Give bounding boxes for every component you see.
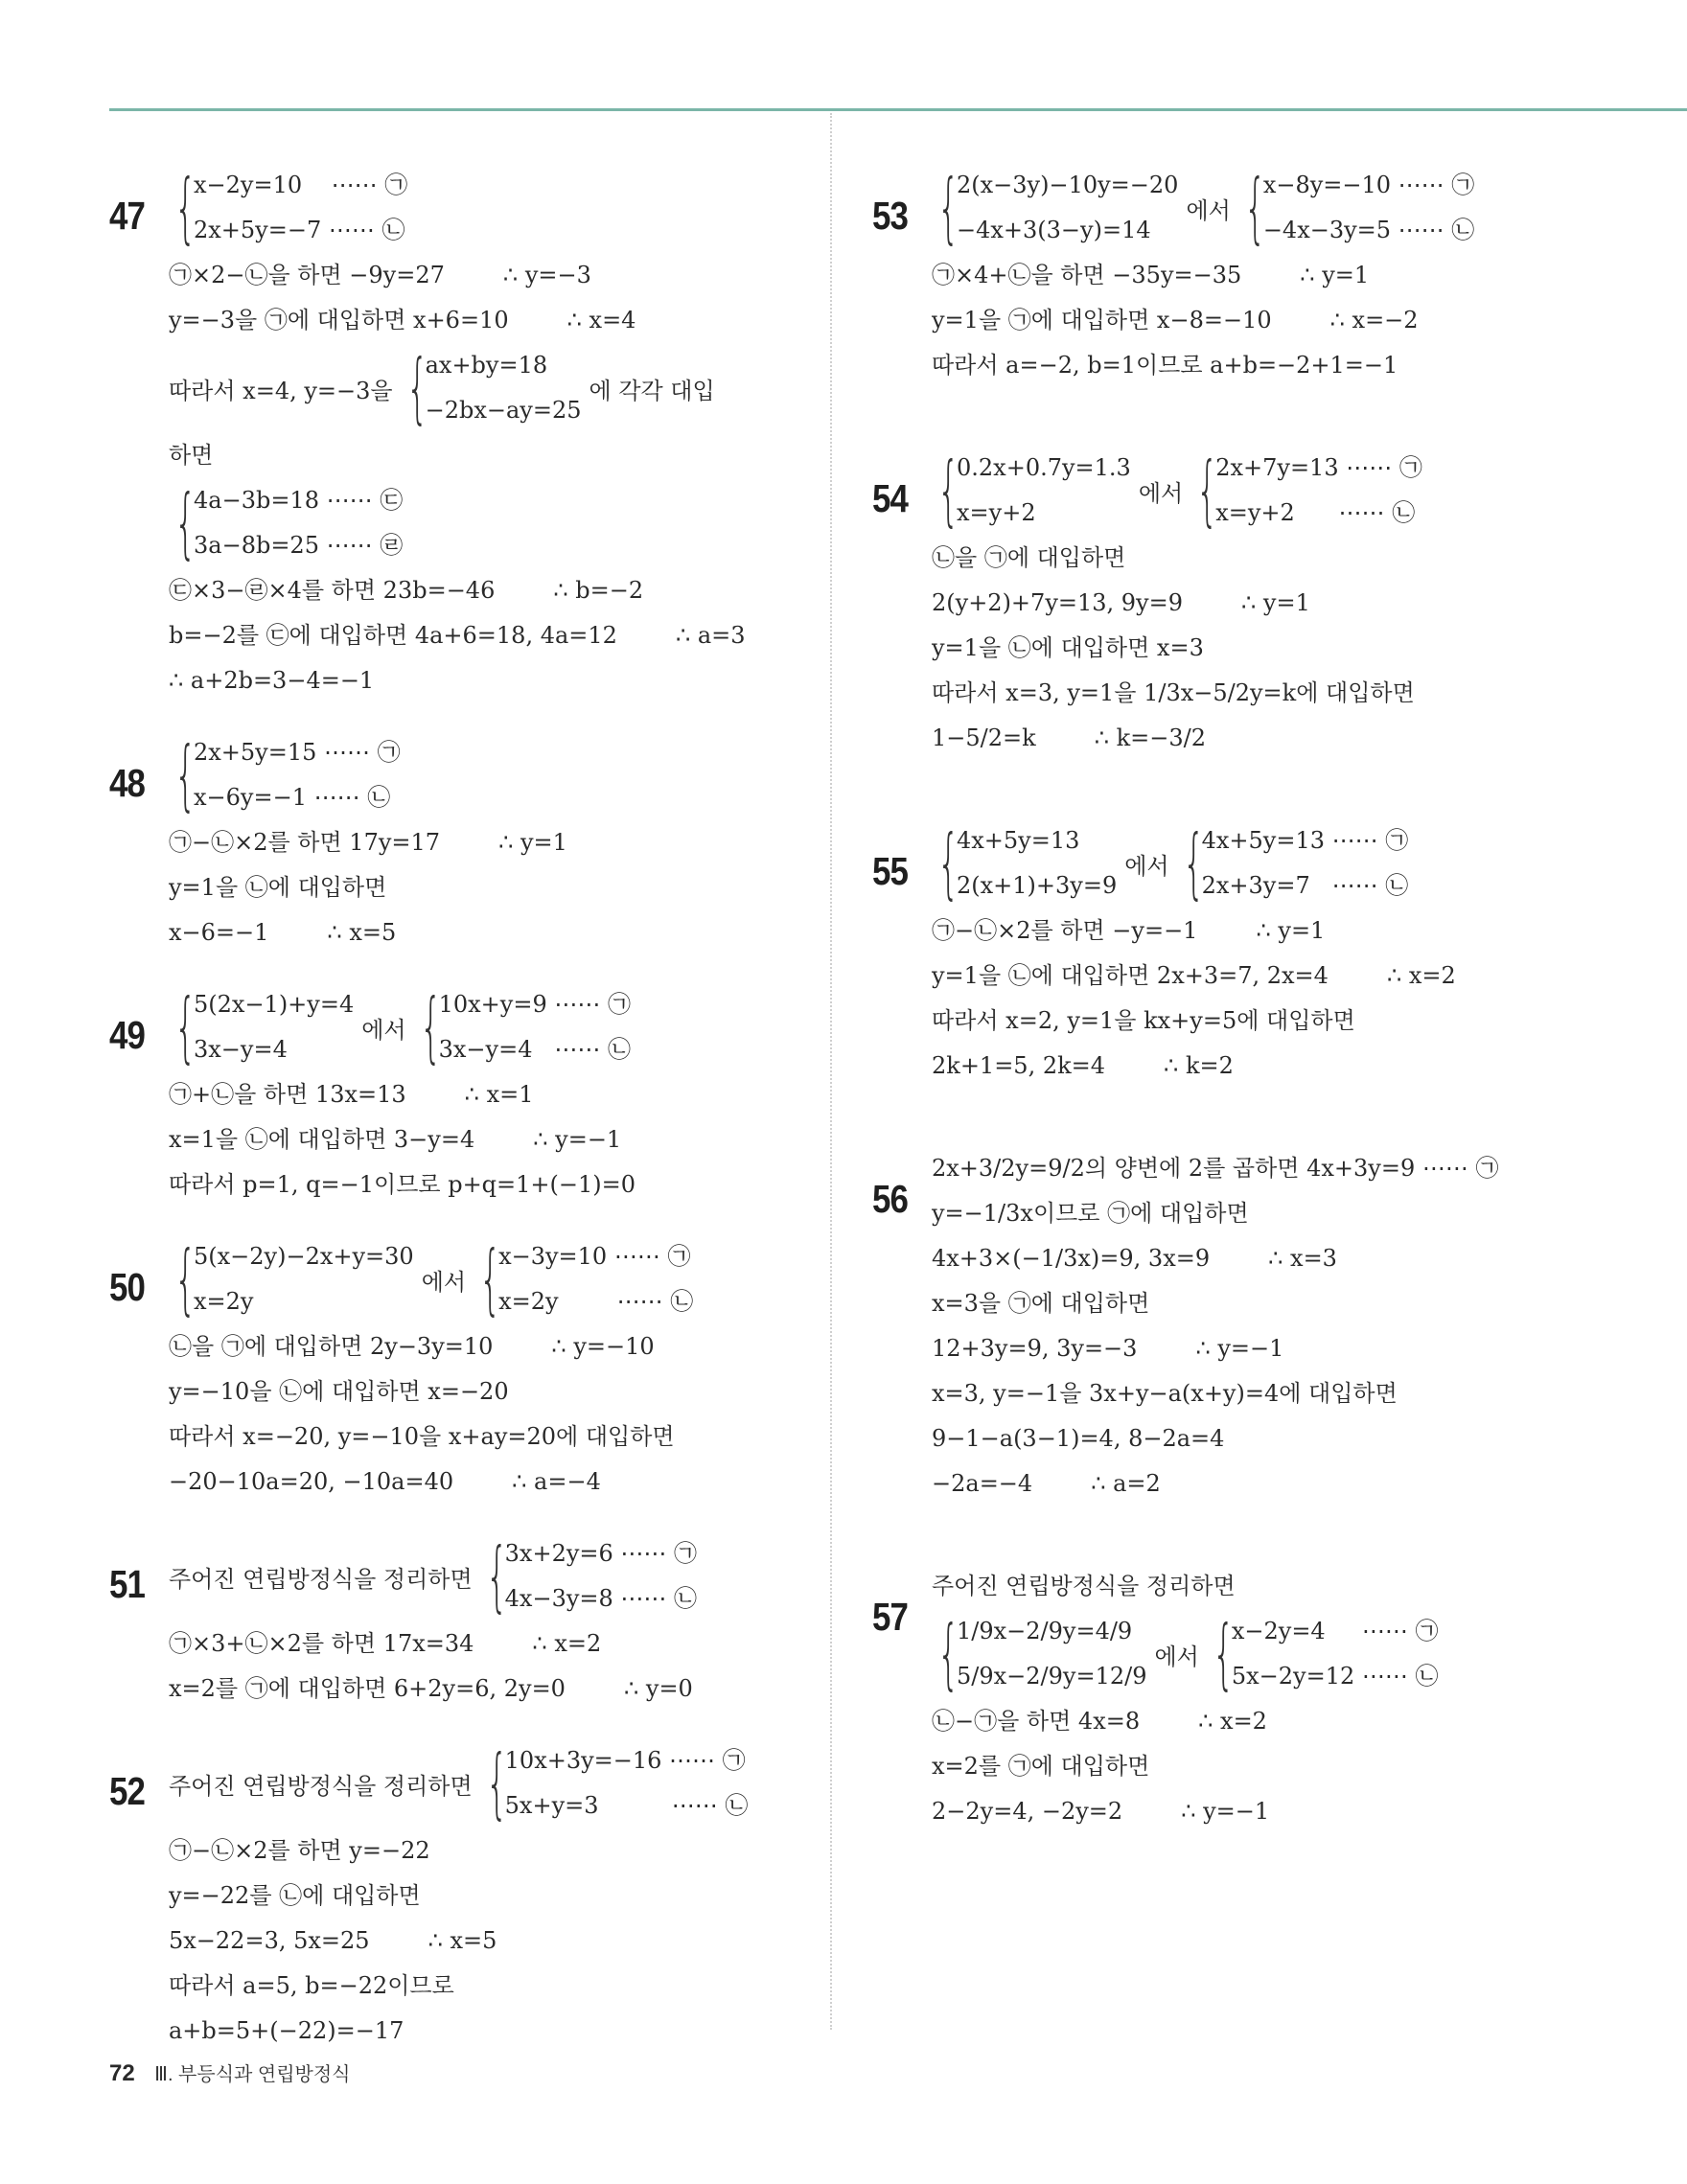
solution-line: y=1을 ㉡에 대입하면 [169, 874, 387, 901]
equation-system [1177, 818, 1409, 908]
solution-53 [872, 163, 1658, 388]
solution-line: 따라서 x=−20, y=−10을 x+ay=20에 대입하면 [169, 1423, 675, 1450]
equation: 2(x+1)+3y=9 [957, 872, 1118, 899]
equation-system [169, 730, 401, 820]
equation-system [474, 1234, 693, 1324]
solution-57 [872, 1564, 1658, 1834]
system-row [169, 982, 799, 1072]
solution-line: ㉠×2−㉡을 하면 −9y=27 ∴ y=−3 [169, 262, 591, 288]
connector-text: 에서 [1186, 196, 1231, 224]
trail-text: 에 각각 대입 [589, 377, 715, 404]
equation: 2(x−3y)−10y=−20 [957, 172, 1179, 198]
solution-line: 4x+3×(−1/3x)=9, 3x=9 ∴ x=3 [932, 1245, 1337, 1272]
solution-56 [872, 1146, 1658, 1506]
equation-system [932, 163, 1178, 253]
solution-line: x=3을 ㉠에 대입하면 [932, 1290, 1150, 1317]
connector-text: 에서 [1138, 479, 1184, 507]
solution-line: y=1을 ㉠에 대입하면 x−8=−10 ∴ x=−2 [932, 307, 1419, 333]
equation-system [401, 343, 582, 433]
brace-icon: { [174, 982, 196, 1071]
system-row [169, 730, 799, 820]
problem-number: 47 [109, 194, 146, 238]
problem-number: 55 [872, 849, 909, 893]
brace-icon: { [1243, 163, 1266, 252]
solution-line: 2x+3/2y=9/2의 양변에 2를 곱하면 4x+3y=9 ⋯⋯ ㉠ [932, 1155, 1499, 1182]
equation: −4x+3(3−y)=14 [957, 217, 1151, 243]
solution-line: y=−22를 ㉡에 대입하면 [169, 1882, 421, 1909]
solution-line: 12+3y=9, 3y=−3 ∴ y=−1 [932, 1335, 1284, 1362]
connector-text: 에서 [361, 1016, 406, 1044]
equation: 2x+3y=7 ⋯⋯ ㉡ [1201, 872, 1409, 899]
equation: x−2y=4 ⋯⋯ ㉠ [1231, 1618, 1439, 1644]
solution-55 [872, 818, 1658, 1089]
equation: 10x+3y=−16 ⋯⋯ ㉠ [504, 1747, 746, 1774]
equation: 5x−2y=12 ⋯⋯ ㉡ [1231, 1663, 1439, 1690]
solution-line: ㉠−㉡×2를 하면 −y=−1 ∴ y=1 [932, 917, 1326, 944]
equation: x−6y=−1 ⋯⋯ ㉡ [194, 784, 391, 811]
brace-icon: { [937, 818, 959, 908]
brace-icon: { [1212, 1609, 1235, 1698]
solution-line: ㉠×4+㉡을 하면 −35y=−35 ∴ y=1 [932, 262, 1370, 288]
top-rule [109, 108, 1687, 111]
equation: 5(x−2y)−2x+y=30 [194, 1243, 414, 1270]
solution-49 [109, 982, 799, 1207]
equation: 4x+5y=13 [957, 827, 1080, 854]
solution-line: x=3, y=−1을 3x+y−a(x+y)=4에 대입하면 [932, 1380, 1398, 1407]
brace-icon: { [419, 982, 442, 1071]
equation-system [480, 1531, 697, 1621]
solution-line: ㉡을 ㉠에 대입하면 [932, 544, 1126, 571]
solution-line: a+b=5+(−22)=−17 [169, 2017, 404, 2044]
solution-line: y=−1/3x이므로 ㉠에 대입하면 [932, 1200, 1249, 1227]
equation-system [932, 818, 1117, 908]
equation: 3a−8b=25 ⋯⋯ ㉣ [194, 532, 404, 559]
equation: x=2y ⋯⋯ ㉡ [498, 1288, 694, 1315]
system-row [169, 163, 799, 253]
equation: 3x+2y=6 ⋯⋯ ㉠ [504, 1540, 698, 1567]
solution-50 [109, 1234, 799, 1505]
equation: 4x−3y=8 ⋯⋯ ㉡ [504, 1585, 698, 1612]
equation: 2x+5y=−7 ⋯⋯ ㉡ [194, 217, 405, 243]
equation: x=y+2 [957, 499, 1036, 526]
problem-number: 54 [872, 476, 909, 520]
equation-system [169, 163, 407, 253]
equation: x=y+2 ⋯⋯ ㉡ [1215, 499, 1416, 526]
column-divider [830, 113, 832, 2030]
equation: −4x−3y=5 ⋯⋯ ㉡ [1262, 217, 1475, 243]
solution-line: x−6=−1 ∴ x=5 [169, 919, 397, 946]
solution-line: 2k+1=5, 2k=4 ∴ k=2 [932, 1052, 1234, 1079]
equation: x=2y [194, 1288, 254, 1315]
equation: −2bx−ay=25 [425, 397, 582, 424]
equation-system [932, 1609, 1146, 1699]
equation: ax+by=18 [425, 352, 548, 379]
solution-line: ㉠+㉡을 하면 13x=13 ∴ x=1 [169, 1081, 534, 1108]
system-row [932, 446, 1658, 536]
brace-icon: { [485, 1738, 508, 1828]
system-row [932, 1609, 1658, 1699]
right-column [872, 163, 1658, 1861]
lead-text: 주어진 연립방정식을 정리하면 [169, 1772, 473, 1800]
problem-number: 52 [109, 1769, 146, 1813]
solution-line: y=−3을 ㉠에 대입하면 x+6=10 ∴ x=4 [169, 307, 636, 333]
solution-line: 따라서 a=5, b=−22이므로 [169, 1972, 454, 1999]
solution-line: 주어진 연립방정식을 정리하면 [932, 1573, 1236, 1599]
solution-line: y=1을 ㉡에 대입하면 2x+3=7, 2x=4 ∴ x=2 [932, 962, 1456, 989]
brace-icon: { [174, 1234, 196, 1323]
solution-52 [109, 1738, 799, 2054]
system-row [169, 1531, 799, 1621]
problem-number: 57 [872, 1595, 909, 1639]
brace-icon: { [174, 730, 196, 819]
solution-line: b=−2를 ㉢에 대입하면 4a+6=18, 4a=12 ∴ a=3 [169, 622, 746, 649]
solution-line: ㉡−㉠을 하면 4x=8 ∴ x=2 [932, 1708, 1267, 1735]
solution-47 [109, 163, 799, 703]
problem-number: 49 [109, 1013, 146, 1057]
left-column [109, 163, 799, 2081]
solution-line: 따라서 x=2, y=1을 kx+y=5에 대입하면 [932, 1007, 1355, 1034]
solution-line: −2a=−4 ∴ a=2 [932, 1470, 1161, 1497]
solution-line: 2−2y=4, −2y=2 ∴ y=−1 [932, 1798, 1270, 1825]
solution-line: ㉠−㉡×2를 하면 17y=17 ∴ y=1 [169, 829, 567, 856]
connector-text: 에서 [421, 1268, 467, 1296]
brace-icon: { [937, 1609, 959, 1698]
problem-number: 53 [872, 194, 909, 238]
equation: x−2y=10 ⋯⋯ ㉠ [194, 172, 408, 198]
solution-line: 5x−22=3, 5x=25 ∴ x=5 [169, 1927, 497, 1954]
solution-line: x=2를 ㉠에 대입하면 [932, 1753, 1150, 1780]
solution-line: ㉢×3−㉣×4를 하면 23b=−46 ∴ b=−2 [169, 577, 644, 604]
equation: 4a−3b=18 ⋯⋯ ㉢ [194, 487, 404, 514]
equation: 2x+7y=13 ⋯⋯ ㉠ [1215, 454, 1422, 481]
equation: 4x+5y=13 ⋯⋯ ㉠ [1201, 827, 1409, 854]
brace-icon: { [405, 343, 428, 432]
equation-system [480, 1738, 749, 1828]
solution-line: 따라서 a=−2, b=1이므로 a+b=−2+1=−1 [932, 352, 1398, 379]
solution-line: −20−10a=20, −10a=40 ∴ a=−4 [169, 1468, 601, 1495]
equation: 3x−y=4 ⋯⋯ ㉡ [438, 1036, 631, 1063]
solution-line: x=1을 ㉡에 대입하면 3−y=4 ∴ y=−1 [169, 1126, 622, 1153]
equation: 0.2x+0.7y=1.3 [957, 454, 1131, 481]
problem-number: 56 [872, 1177, 909, 1221]
equation: 3x−y=4 [194, 1036, 288, 1063]
brace-icon: { [479, 1234, 502, 1323]
equation: 5x+y=3 ⋯⋯ ㉡ [504, 1792, 749, 1819]
connector-text: 에서 [1124, 852, 1169, 880]
equation: 5(2x−1)+y=4 [194, 991, 355, 1018]
equation-system [169, 478, 403, 568]
equation: x−8y=−10 ⋯⋯ ㉠ [1262, 172, 1475, 198]
system-row [169, 343, 799, 433]
section-title: Ⅲ. 부등식과 연립방정식 [154, 2064, 351, 2085]
system-row [169, 1234, 799, 1324]
solution-line: ㉠−㉡×2를 하면 y=−22 [169, 1837, 430, 1864]
solution-line: y=1을 ㉡에 대입하면 x=3 [932, 634, 1204, 661]
solution-line: y=−10을 ㉡에 대입하면 x=−20 [169, 1378, 509, 1405]
lead-text: 주어진 연립방정식을 정리하면 [169, 1565, 473, 1593]
equation-system [169, 1234, 414, 1324]
system-row [169, 478, 799, 568]
equation-system [932, 446, 1131, 536]
solution-line: 1−5/2=k ∴ k=−3/2 [932, 724, 1206, 751]
brace-icon: { [1182, 818, 1205, 908]
problem-number: 51 [109, 1562, 146, 1606]
solution-line: ㉠×3+㉡×2를 하면 17x=34 ∴ x=2 [169, 1630, 602, 1657]
equation-system [1207, 1609, 1439, 1699]
brace-icon: { [937, 163, 959, 252]
solution-line: ∴ a+2b=3−4=−1 [169, 667, 375, 694]
solution-54 [872, 446, 1658, 761]
solution-line: 2(y+2)+7y=13, 9y=9 ∴ y=1 [932, 589, 1310, 616]
lead-text: 따라서 x=4, y=−3을 [169, 377, 393, 404]
equation: 10x+y=9 ⋯⋯ ㉠ [438, 991, 631, 1018]
equation: 2x+5y=15 ⋯⋯ ㉠ [194, 739, 401, 766]
page-footer [109, 2058, 351, 2087]
brace-icon: { [937, 446, 959, 535]
solution-line: ㉡을 ㉠에 대입하면 2y−3y=10 ∴ y=−10 [169, 1333, 655, 1360]
solution-51 [109, 1531, 799, 1712]
brace-icon: { [174, 163, 196, 252]
system-row [932, 163, 1658, 253]
equation: 5/9x−2/9y=12/9 [957, 1663, 1147, 1690]
equation: 1/9x−2/9y=4/9 [957, 1618, 1133, 1644]
equation-system [414, 982, 631, 1072]
solution-line: 따라서 p=1, q=−1이므로 p+q=1+(−1)=0 [169, 1171, 636, 1198]
page-number: 72 [109, 2060, 135, 2086]
problem-number: 50 [109, 1265, 146, 1309]
brace-icon: { [174, 478, 196, 567]
brace-icon: { [1196, 446, 1219, 535]
system-row [169, 1738, 799, 1828]
equation-system [169, 982, 354, 1072]
connector-text: 에서 [1154, 1643, 1199, 1670]
solution-48 [109, 730, 799, 955]
problem-number: 48 [109, 761, 146, 805]
solution-line: 따라서 x=3, y=1을 1/3x−5/2y=k에 대입하면 [932, 679, 1415, 706]
solution-line: 하면 [169, 442, 214, 469]
equation: x−3y=10 ⋯⋯ ㉠ [498, 1243, 691, 1270]
brace-icon: { [485, 1531, 508, 1621]
equation-system [1190, 446, 1422, 536]
system-row [932, 818, 1658, 908]
solution-line: x=2를 ㉠에 대입하면 6+2y=6, 2y=0 ∴ y=0 [169, 1675, 693, 1702]
solution-line: 9−1−a(3−1)=4, 8−2a=4 [932, 1425, 1225, 1452]
equation-system [1238, 163, 1475, 253]
